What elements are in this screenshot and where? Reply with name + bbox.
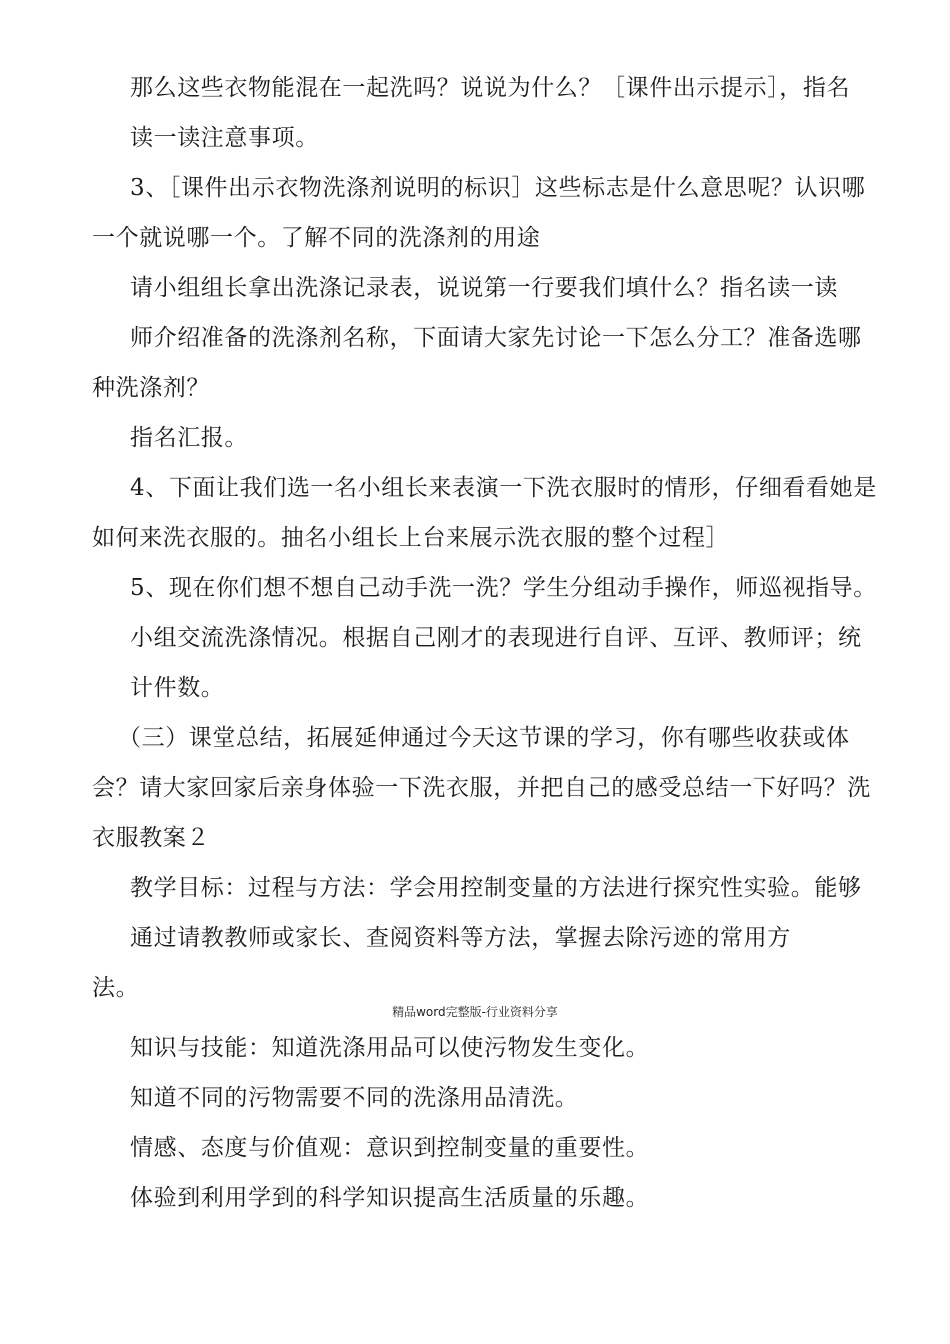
text-line: 知道不同的污物需要不同的洗涤用品清洗。	[130, 1085, 579, 1111]
text-line: 5、现在你们想不想自己动手洗一洗？学生分组动手操作，师巡视指导。	[130, 575, 877, 601]
text-line: 教学目标：过程与方法：学会用控制变量的方法进行探究性实验。能够	[130, 875, 862, 901]
text-line: （三）课堂总结，拓展延伸通过今天这节课的学习，你有哪些收获或体	[118, 725, 850, 751]
text-line: 衣服教案２	[92, 825, 210, 851]
text-line: 请小组组长拿出洗涤记录表，说说第一行要我们填什么？指名读一读	[130, 275, 838, 301]
text-line: 指名汇报。	[130, 425, 248, 451]
text-line: 3、［课件出示衣物洗涤剂说明的标识］这些标志是什么意思呢？认识哪	[130, 175, 866, 201]
text-line: 计件数。	[130, 675, 225, 701]
text-line: 种洗涤剂？	[92, 375, 210, 401]
text-line: 法。	[92, 975, 140, 1001]
text-line: 情感、态度与价值观：意识到控制变量的重要性。	[130, 1135, 650, 1161]
text-line: 通过请教教师或家长、查阅资料等方法，掌握去除污迹的常用方	[130, 925, 791, 951]
text-line: 一个就说哪一个。了解不同的洗涤剂的用途	[92, 225, 541, 251]
text-line: 小组交流洗涤情况。根据自己刚才的表现进行自评、互评、教师评；统	[130, 625, 862, 651]
text-line: 体验到利用学到的科学知识提高生活质量的乐趣。	[130, 1185, 650, 1211]
page-footer: 精品word完整版-行业资料分享	[392, 1005, 558, 1019]
text-line: 4、下面让我们选一名小组长来表演一下洗衣服时的情形，仔细看看她是	[130, 475, 877, 501]
text-line: 读一读注意事项。	[130, 125, 319, 151]
text-line: 如何来洗衣服的。抽名小组长上台来展示洗衣服的整个过程］	[92, 525, 730, 551]
text-line: 知识与技能：知道洗涤用品可以使污物发生变化。	[130, 1035, 650, 1061]
text-line: 那么这些衣物能混在一起洗吗？说说为什么？［课件出示提示］，指名	[130, 75, 851, 101]
text-line: 师介绍准备的洗涤剂名称，下面请大家先讨论一下怎么分工？准备选哪	[130, 325, 862, 351]
text-line: 会？请大家回家后亲身体验一下洗衣服，并把自己的感受总结一下好吗？洗	[92, 775, 871, 801]
